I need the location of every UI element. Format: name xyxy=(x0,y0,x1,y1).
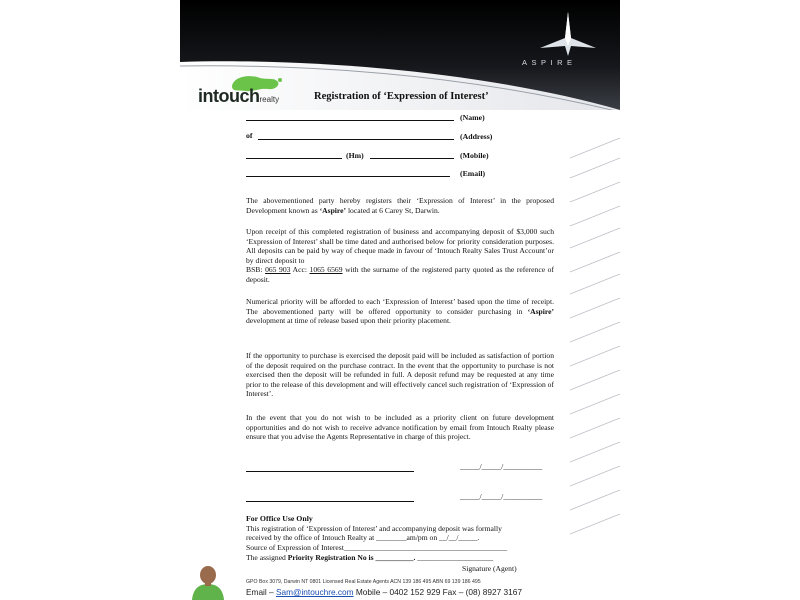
mobile-label: (Mobile) xyxy=(460,151,489,160)
mobile-field[interactable] xyxy=(370,158,454,159)
agent-signature-label: Signature (Agent) xyxy=(462,564,517,573)
office-line-4: The assigned Priority Registration No is __________. ____________________ xyxy=(246,553,494,562)
hm-label: (Hm) xyxy=(346,151,364,160)
email-label: (Email) xyxy=(460,169,486,178)
agent-photo xyxy=(190,562,226,600)
paragraph-opt-out: In the event that you do not wish to be included as a priority client on future development opportunities and do not wish to receive advance notification by email from Intouch Realty please ensure that you advise the Agents Representative in charge of this project. xyxy=(246,413,554,442)
email-field[interactable] xyxy=(246,176,450,177)
date-field-2[interactable]: _____/_____/__________ xyxy=(460,492,543,501)
date-field-1[interactable]: _____/_____/__________ xyxy=(460,462,543,471)
decorative-stripes xyxy=(570,130,620,550)
account-number: 1065 6569 xyxy=(309,265,343,275)
home-phone-field[interactable] xyxy=(246,158,342,159)
signature-line-1[interactable] xyxy=(246,471,414,472)
paragraph-refund: If the opportunity to purchase is exercised the deposit paid will be included as satisfaction of portion of the deposit required on the purchase contract. In the event that the opportunity to purchase is not exercised then the deposit will be refunded in full. A deposit refund may be requested at any time prior to the release of this development and will effectively cancel such registration of ‘Expression of Interest’. xyxy=(246,351,554,399)
form-title: Registration of ‘Expression of Interest’ xyxy=(314,91,489,102)
paragraph-deposit: Upon receipt of this completed registration of business and accompanying deposit of $3,000 such ‘Expression of Interest’ shall be time dated and authorised below for priority consideration purposes. All deposits can be paid by way of cheque made in favour of ‘Intouch Realty Sales Trust Account’or by direct deposit to BSB: 065 903 Acc: 1065 6569 with the surname of the registered party quoted as the reference of deposit. xyxy=(246,227,554,284)
paragraph-priority: Numerical priority will be afforded to each ‘Expression of Interest’ based upon the time of receipt. The abovementioned party will be offered opportunity to consider purchasing in ‘Aspire’ development at time of release based upon their priority placement. xyxy=(246,297,554,326)
name-field[interactable] xyxy=(246,120,454,121)
office-line-3: Source of Expression of Interest___________________________________________ xyxy=(246,543,508,552)
office-use-title: For Office Use Only xyxy=(246,514,313,523)
logo-text: intouchrealty xyxy=(198,86,280,106)
name-label: (Name) xyxy=(460,113,485,122)
email-link[interactable]: Sam@intouchre.com xyxy=(275,587,354,597)
footer-address: GPO Box 3079, Darwin NT 0801 Licensed Real Estate Agents ACN 139 186 495 ABN 69 139 186 495 xyxy=(246,579,481,585)
address-field[interactable] xyxy=(258,139,454,140)
signature-line-2[interactable] xyxy=(246,501,414,502)
intouch-realty-logo xyxy=(198,74,293,110)
office-line-1: This registration of ‘Expression of Interest’ and accompanying deposit was formally xyxy=(246,524,502,533)
paragraph-registration: The abovementioned party hereby registers their ‘Expression of Interest’ in the proposed Development known as ‘Aspire’ located at 6 Carey St, Darwin. xyxy=(246,196,554,215)
of-label: of xyxy=(246,131,253,140)
bsb-number: 065 903 xyxy=(265,265,291,275)
aspire-brand-word: ASPIRE xyxy=(522,58,577,67)
office-line-2: received by the office of Intouch Realty at ________am/pm on __/__/_____. xyxy=(246,533,480,542)
address-label: (Address) xyxy=(460,132,493,141)
document-page xyxy=(180,0,620,600)
footer-contact: Email – Sam@intouchre.com Mobile – 0402 152 929 Fax – (08) 8927 3167 xyxy=(246,587,522,597)
